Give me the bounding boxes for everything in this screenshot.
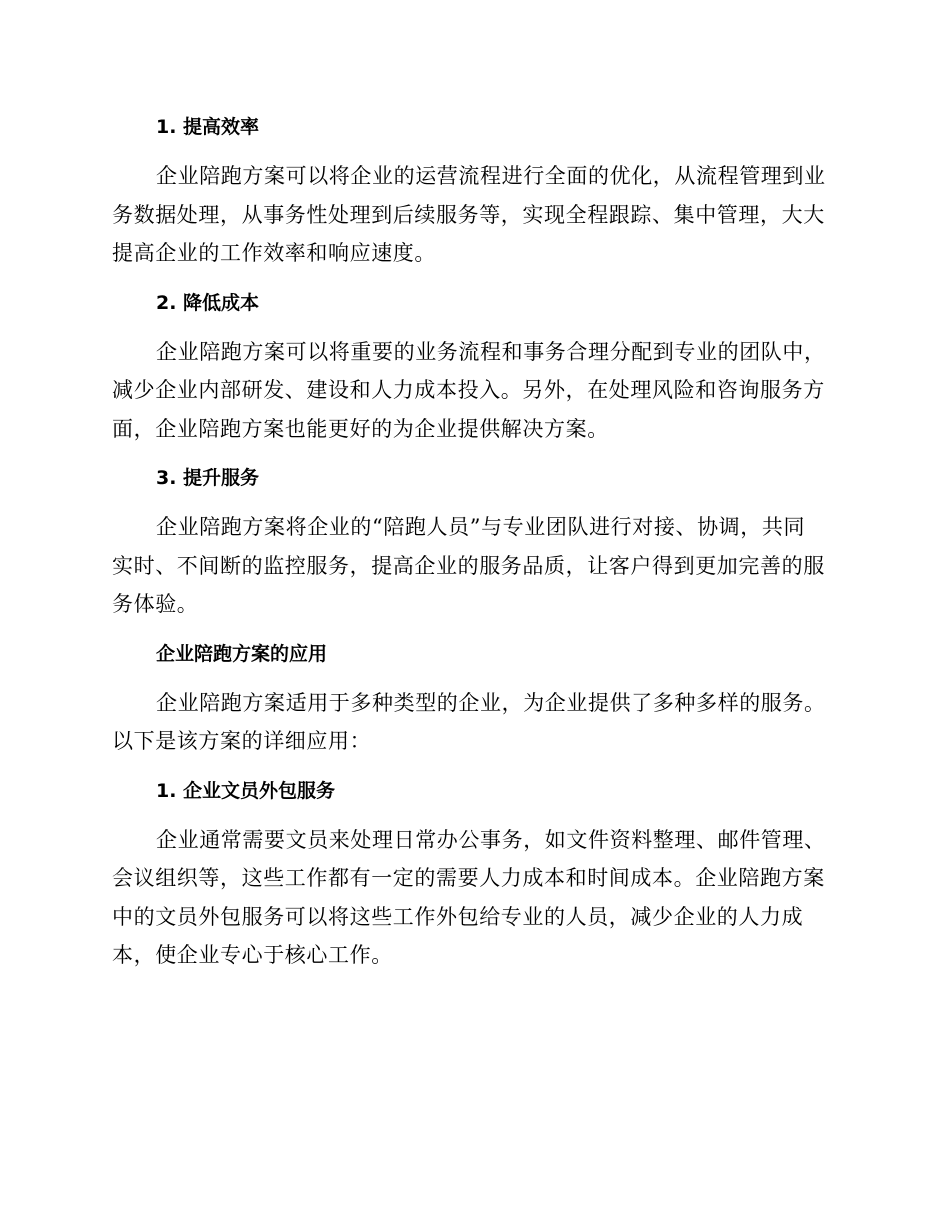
section-heading-efficiency: 1. 提高效率 <box>156 116 260 138</box>
paragraph-application <box>112 684 834 761</box>
text-line: 企业陪跑方案可以将企业的运营流程进行全面的优化，从流程管理到业 <box>156 164 826 188</box>
text-line: 中的文员外包服务可以将这些工作外包给专业的人员，减少企业的人力成 <box>112 904 804 929</box>
text-line: 企业陪跑方案将企业的“陪跑人员”与专业团队进行对接、协调，共同 <box>156 515 806 539</box>
paragraph-service <box>112 508 834 624</box>
section-heading-application: 企业陪跑方案的应用 <box>156 642 328 665</box>
paragraph-efficiency <box>112 157 834 273</box>
section-heading-clerk-outsourcing: 1. 企业文员外包服务 <box>156 779 336 802</box>
text-line: 企业陪跑方案适用于多种类型的企业，为企业提供了多种多样的服务。 <box>156 690 826 715</box>
paragraph-clerk-outsourcing <box>112 821 834 975</box>
text-line: 企业陪跑方案可以将重要的业务流程和事务合理分配到专业的团队中， <box>156 339 826 364</box>
text-line: 减少企业内部研发、建设和人力成本投入。另外，在处理风险和咨询服务方 <box>112 378 825 402</box>
text-line: 会议组织等，这些工作都有一定的需要人力成本和时间成本。企业陪跑方案 <box>112 866 825 890</box>
text-line: 以下是该方案的详细应用： <box>112 729 372 753</box>
section-heading-service: 3. 提升服务 <box>156 467 260 489</box>
text-line: 面，企业陪跑方案也能更好的为企业提供解决方案。 <box>112 416 609 441</box>
text-line: 企业通常需要文员来处理日常办公事务，如文件资料整理、邮件管理、 <box>156 827 826 852</box>
document-page <box>112 108 834 986</box>
text-line: 本，使企业专心于核心工作。 <box>112 943 393 967</box>
text-line: 务数据处理，从事务性处理到后续服务等，实现全程跟踪、集中管理，大大 <box>112 202 825 227</box>
text-line: 实时、不间断的监控服务，提高企业的服务品质，让客户得到更加完善的服 <box>112 553 825 578</box>
text-line: 提高企业的工作效率和响应速度。 <box>112 241 436 265</box>
paragraph-cost <box>112 333 834 449</box>
text-line: 务体验。 <box>112 592 199 616</box>
section-heading-cost: 2. 降低成本 <box>156 291 260 314</box>
